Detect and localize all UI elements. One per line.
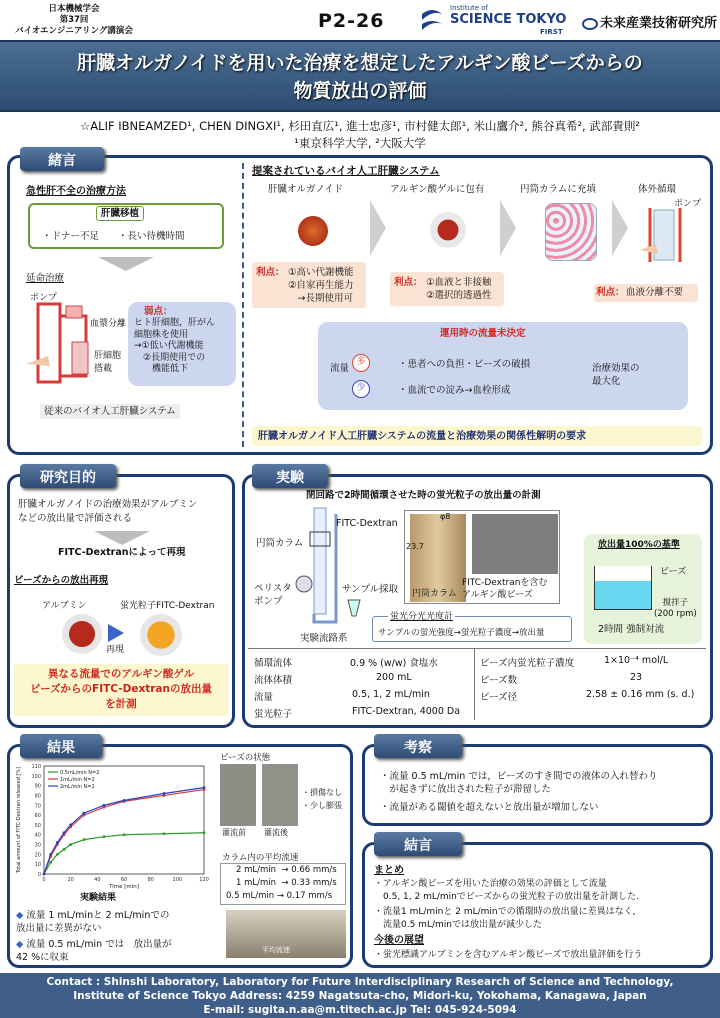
proposed-title: 提案されているバイオ人工肝臓システム [252, 165, 440, 177]
data-point [63, 848, 66, 851]
experiment-tag: 実験 [252, 464, 328, 488]
old-system-caption: 従来のバイオ人工肝臓システム [40, 404, 180, 419]
data-point [56, 841, 59, 844]
chart-caption: 実験結果 [80, 893, 117, 903]
future-title: 今後の展望 [374, 935, 424, 946]
stirrer-label: 撹拌子 (200 rpm) [654, 598, 697, 619]
gel-bead-image [430, 212, 466, 248]
before-photo [220, 764, 256, 826]
data-point [163, 792, 166, 795]
y-tick-label: 90 [34, 783, 41, 790]
logo-mark-icon [418, 6, 446, 36]
reproduce-label: FITC-Dextranによって再現 [58, 547, 186, 558]
discussion-item-1: ・流量 0.5 mL/min では，ビーズのすき間での液体の入れ替わり が起きずに放出された粒子が滞留した [380, 771, 658, 795]
transplant-label: 肝臓移植 [96, 206, 144, 221]
organoid-image [298, 216, 328, 246]
data-point [103, 835, 106, 838]
peristaltic-label: ペリスタ ポンプ [254, 583, 292, 607]
param-name: ビーズ数 [480, 675, 518, 686]
lab-name: 未来産業技術研究所 [582, 12, 717, 31]
divider [242, 163, 244, 447]
reproduce-arrow-icon [108, 624, 124, 642]
column2-label: 円筒カラム [412, 589, 457, 599]
legend-label: 2mL/min N=2 [60, 784, 95, 790]
data-point [83, 812, 86, 815]
hepatocyte-label: 肝細胞 搭載 [94, 351, 122, 374]
y-tick-label: 80 [34, 793, 41, 800]
after-photo [262, 764, 298, 826]
param-name: 流体体積 [254, 675, 293, 686]
benefit2-label: 利点： [394, 277, 423, 288]
summary-1: ・アルギン酸ビーズを用いた治療の効果の評価として流量 0.5, 1, 2 mL/minでビーズからの蛍光粒子の放出量を計測した. [374, 879, 639, 902]
release-chart [12, 760, 212, 892]
intro-conclusion: 肝臓オルガノイド人工肝臓システムの流量と治療効果の関係性解明の要求 [258, 431, 587, 442]
spectro-flow: サンプルの蛍光強度→蛍光粒子濃度→放出量 [378, 628, 545, 638]
weak-title: 弱点： [144, 306, 173, 317]
data-point [123, 833, 126, 836]
transplant-issues: ・ドナー不足 ・長い待機時間 [42, 231, 185, 242]
few-text: ・血流での淀み→血栓形成 [398, 385, 511, 396]
maximize-text: 治療効果の 最大化 [592, 363, 640, 387]
data-point [123, 799, 126, 802]
discussion-tag: 考察 [374, 734, 462, 758]
discussion-item-2: ・流量がある閾値を超えないと放出量が増加しない [380, 802, 599, 813]
lab-logo-icon [582, 18, 598, 30]
flow-system-caption: 実験流路系 [300, 633, 348, 644]
albumin-label: アルブミン [42, 601, 87, 611]
bead-state-title: ビーズの状態 [220, 753, 271, 763]
phi-label: φ8 [440, 512, 451, 521]
step-2: アルギン酸ゲルに包有 [390, 184, 485, 195]
results-tag: 結果 [20, 734, 102, 758]
no-damage: ・損傷なし [302, 788, 342, 797]
many-text: ・患者への負担・ビーズの破損 [398, 359, 531, 370]
conclusion-tag: 結言 [374, 832, 462, 856]
bead-title: ビーズからの放出再現 [14, 575, 109, 586]
intro-tag: 緒言 [20, 147, 104, 171]
param-value: 23 [630, 672, 643, 683]
y-tick-label: 0 [37, 872, 41, 878]
weak-text: ヒト肝細胞，肝がん 細胞株を使用 →①低い代謝機能 ②長期使用での 機能低下 [134, 318, 216, 374]
y-tick-label: 100 [31, 773, 41, 780]
arrow-right-icon [612, 200, 628, 256]
x-tick-label: 80 [147, 877, 154, 883]
fitc-label: 蛍光粒子FITC-Dextran [120, 601, 215, 611]
avg-flow-3: 0.5 mL/min → 0.17 mm/s [226, 891, 333, 901]
std-condition: 2時間 強制対流 [598, 624, 665, 635]
after-label: 灌流後 [264, 828, 288, 837]
param-value: 0.5, 1, 2 mL/min [352, 689, 430, 700]
benefit3-label: 利点： [596, 287, 625, 298]
pump-label: ポンプ [30, 293, 58, 303]
beaker-icon [594, 566, 652, 610]
fitc-bead-image [140, 614, 182, 656]
data-point [49, 853, 52, 856]
arrow-right-icon [370, 200, 386, 256]
data-point [103, 804, 106, 807]
y-tick-label: 110 [31, 764, 41, 770]
step-4: 体外循環 [638, 184, 677, 195]
y-tick-label: 60 [34, 813, 41, 820]
param-name: 流量 [254, 692, 274, 703]
data-point [203, 786, 206, 789]
life-support-label: 延命治療 [26, 273, 65, 284]
y-tick-label: 70 [34, 803, 41, 810]
spectro-title: 蛍光分光光度計 [390, 612, 454, 622]
title-line1: 肝臓オルガノイドを用いた治療を想定したアルギン酸ビーズからの [77, 52, 643, 74]
swelling: ・少し膨張 [302, 801, 342, 810]
purpose-text: 肝臓オルガノイドの治療効果がアルブミン などの放出量で評価される [18, 499, 198, 524]
flow-undecided: 運用時の流量未決定 [440, 328, 526, 339]
benefit3-text: 血液分離不要 [626, 287, 684, 298]
science-tokyo-logo: Institute of SCIENCE TOKYO FIRST [418, 4, 574, 38]
title-banner [0, 40, 720, 112]
society-name: 日本機械学会 第37回 バイオエンジニアリング講演会 [15, 4, 133, 36]
data-point [203, 831, 206, 834]
y-tick-label: 40 [34, 832, 41, 839]
length-label: 23.7 [406, 542, 424, 551]
goal-text: 異なる流量でのアルギン酸ゲル ビーズからのFITC-Dextranの放出量 を計測 [30, 668, 212, 710]
before-label: 灌流前 [222, 828, 246, 837]
data-point [69, 824, 72, 827]
x-tick-label: 40 [94, 877, 101, 883]
bead-caption: FITC-Dextranを含む アルギン酸ビーズ [462, 578, 548, 600]
purpose-tag: 研究目的 [20, 464, 116, 488]
plasma-label: 血漿分離 [90, 319, 127, 329]
data-point [49, 861, 52, 864]
benefit2-text: ①血液と非接触 ②選択的透過性 [426, 277, 492, 301]
legend-label: 1mL/min N=2 [60, 777, 95, 783]
acute-title: 急性肝不全の治療方法 [26, 186, 126, 197]
poster-code: P2-26 [318, 10, 385, 32]
benefit1-label: 利点： [256, 267, 285, 278]
standard-title: 放出量100%の基準 [598, 540, 680, 550]
few-badge: 少 [352, 380, 370, 398]
arrow-right-icon [500, 200, 516, 256]
author-list: ☆ALIF IBNEAMZED¹, CHEN DINGXI¹, 杉田直広¹, 進士忠彦¹, 市村健太郎¹, 米山鷹介², 熊谷真希², 武部貴則² ¹東京科学大学, ²大阪大学 [80, 119, 640, 150]
future-1: ・蛍光標識アルブミンを含むアルギン酸ビーズで放出量評価を行う [374, 950, 643, 960]
param-value: 2.58 ± 0.16 mm (s. d.) [586, 689, 695, 700]
param-value: 0.9 % (w/w) 食塩水 [350, 658, 438, 669]
diamond-icon: ◆ [16, 939, 24, 950]
data-point [83, 838, 86, 841]
x-tick-label: 60 [120, 877, 128, 883]
avg-flow-title: カラム内の平均流速 [222, 853, 299, 863]
down-arrow-icon [98, 257, 154, 271]
x-tick-label: 0 [42, 877, 46, 883]
param-value: FITC-Dextran, 4000 Da [352, 706, 461, 717]
param-name: 循環流体 [254, 658, 293, 669]
fitc-flow-label: FITC-Dextran [336, 518, 398, 529]
data-point [163, 832, 166, 835]
x-tick-label: 120 [199, 877, 209, 883]
summary-title: まとめ [374, 865, 404, 876]
result-bullet-1: ◆ 流量 1 mL/minと 2 mL/minでの 放出量に差異がない [16, 910, 170, 934]
param-value: 1×10⁻⁴ mol/L [604, 655, 669, 666]
std-beads-label: ビーズ [660, 567, 687, 577]
data-point [43, 873, 46, 876]
summary-2: ・流量1 mL/minと 2 mL/minでの循環時の放出量に差異はなく, 流量0.5 mL/minでは放出量が減少した [374, 907, 636, 930]
param-value: 200 mL [376, 672, 412, 683]
y-tick-label: 30 [34, 842, 41, 849]
experiment-title: 閉回路で2時間循環させた時の蛍光粒子の放出量の計測 [306, 490, 541, 501]
flow-label: 流量 [330, 363, 350, 374]
data-point [63, 831, 66, 834]
y-axis-label: Total amount of FITC-Dextran released [%] [16, 766, 22, 874]
x-tick-label: 20 [67, 877, 74, 883]
y-tick-label: 10 [34, 862, 41, 869]
sampling-label: サンプル採取 [342, 584, 399, 595]
pump2-label: ポンプ [674, 199, 702, 209]
data-point [56, 853, 59, 856]
data-point [69, 843, 72, 846]
bead-photo [472, 514, 558, 574]
footer-contact: Contact : Shinshi Laboratory, Laboratory for Future Interdisciplinary Research of Science and Technology, Institute of Science Tokyo Address: 4259 Nagatsuta-cho, Midori-ku, Yokohama, Kanagawa, Japan E-mail: sugita.n.aa@m.titech.ac.jp Tel: 045-924-5094 [0, 973, 720, 1018]
y-tick-label: 50 [34, 822, 41, 829]
legend-label: 0.5mL/min N=2 [60, 770, 100, 776]
x-axis-label: Time [min] [109, 884, 139, 890]
title-line2: 物質放出の評価 [293, 80, 427, 102]
reproduce-arrow-label: 再現 [106, 645, 125, 655]
diamond-icon: ◆ [16, 910, 24, 921]
many-badge: 多 [352, 354, 370, 372]
param-name: ビーズ径 [480, 692, 518, 703]
benefit1-text: ①高い代謝機能 ②自家再生能力 →長期使用可 [288, 267, 354, 304]
step-1: 肝臓オルガノイド [268, 184, 344, 195]
result-bullet-2: ◆ 流量 0.5 mL/min では 放出量が 42 %に収束 [16, 939, 172, 963]
column-label: 円筒カラム [256, 538, 304, 549]
photo-label: 平均流速 [262, 946, 290, 954]
param-name: 蛍光粒子 [254, 709, 293, 720]
avg-flow-2: 1 mL/min → 0.33 mm/s [236, 878, 337, 888]
params-divider [474, 648, 475, 720]
y-tick-label: 20 [34, 852, 41, 859]
x-tick-label: 100 [172, 877, 183, 883]
avg-flow-1: 2 mL/min → 0.66 mm/s [236, 865, 337, 875]
column-image [545, 203, 597, 261]
param-name: ビーズ内蛍光粒子濃度 [480, 658, 575, 669]
albumin-bead-image [62, 614, 102, 654]
step-3: 円筒カラムに充填 [520, 184, 596, 195]
down-arrow-icon [94, 531, 150, 545]
